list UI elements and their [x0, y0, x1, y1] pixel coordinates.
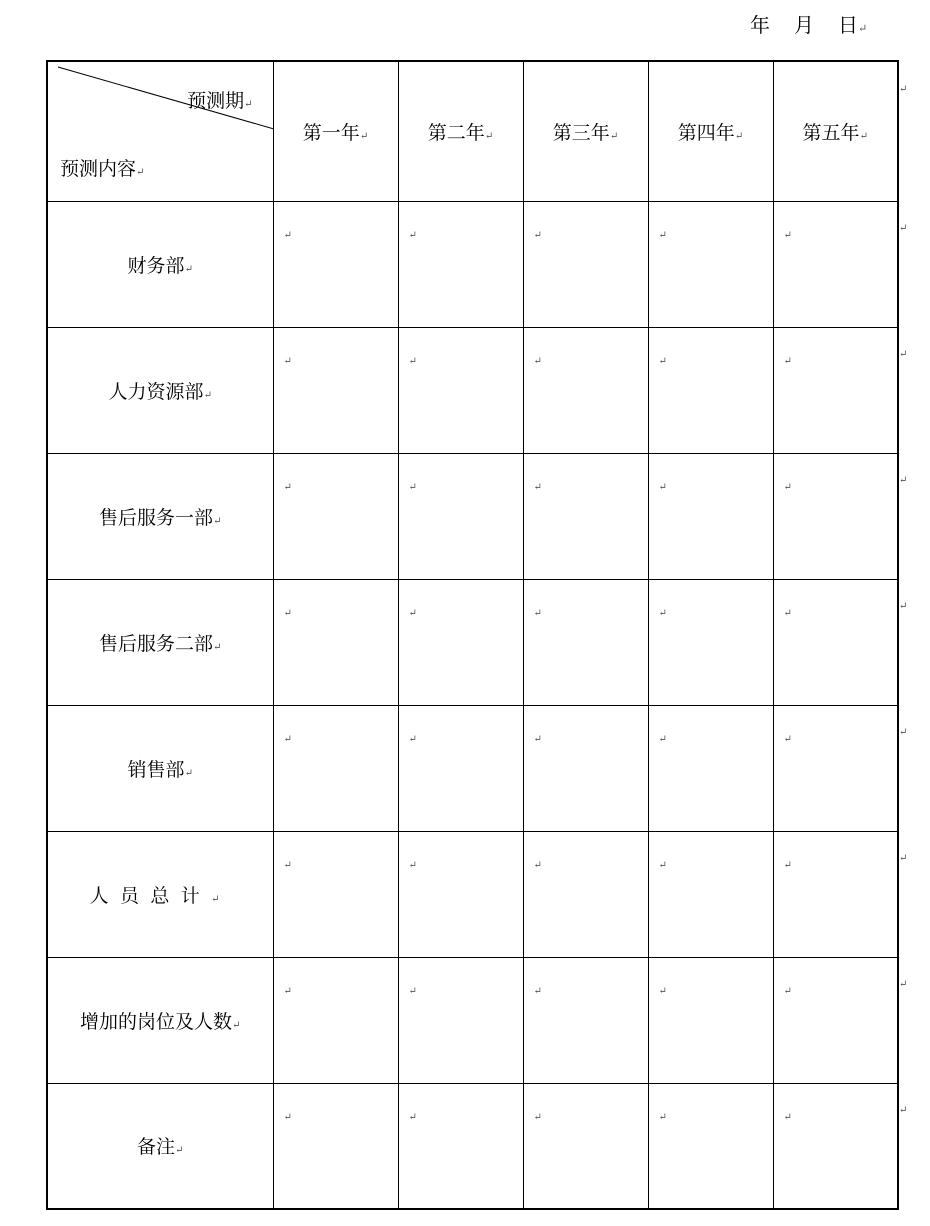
paragraph-mark-icon: ↵ [783, 481, 792, 493]
paragraph-mark-icon: ↵ [283, 985, 292, 997]
table-cell [273, 201, 398, 327]
table-cell [648, 705, 773, 831]
row-label: 备注 [137, 1136, 176, 1159]
paragraph-mark-icon: ↵ [283, 355, 292, 367]
table-row [47, 705, 898, 831]
row-label-cell [47, 957, 273, 1083]
table-row [47, 831, 898, 957]
paragraph-mark-icon: ↵ [213, 515, 222, 527]
paragraph-mark-icon: ↵ [283, 1111, 292, 1123]
date-day-label: 日 [838, 13, 858, 37]
table-cell [773, 705, 898, 831]
table-cell [398, 201, 523, 327]
paragraph-mark-icon: ↵ [175, 1145, 184, 1157]
table-cell [648, 327, 773, 453]
table-cell [648, 453, 773, 579]
paragraph-mark-icon: ↵ [658, 607, 667, 619]
row-end-mark-icon: ↵ [899, 601, 908, 612]
header-row [47, 61, 898, 201]
paragraph-mark-icon: ↵ [533, 859, 542, 871]
table-cell [523, 831, 648, 957]
paragraph-mark-icon: ↵ [408, 481, 417, 493]
table-cell [773, 1083, 898, 1209]
row-label-cell [47, 327, 273, 453]
table-cell [523, 957, 648, 1083]
table-cell [273, 453, 398, 579]
table-cell [398, 579, 523, 705]
paragraph-mark-icon: ↵ [408, 607, 417, 619]
paragraph-mark-icon: ↵ [734, 130, 744, 142]
paragraph-mark-icon: ↵ [533, 985, 542, 997]
paragraph-mark-icon: ↵ [484, 130, 494, 142]
paragraph-mark-icon: ↵ [184, 263, 193, 275]
table-cell [398, 327, 523, 453]
paragraph-mark-icon: ↵ [658, 859, 667, 871]
date-line [750, 12, 867, 42]
paragraph-mark-icon: ↵ [213, 641, 222, 653]
paragraph-mark-icon: ↵ [533, 607, 542, 619]
paragraph-mark-icon: ↵ [408, 985, 417, 997]
paragraph-mark-icon: ↵ [283, 481, 292, 493]
paragraph-mark-icon: ↵ [658, 229, 667, 241]
row-label: 售后服务二部 [99, 632, 214, 655]
diagonal-divider-line [48, 62, 274, 202]
row-end-mark-icon: ↵ [899, 223, 908, 234]
table-cell [273, 327, 398, 453]
row-label-cell [47, 831, 273, 957]
table-cell [648, 579, 773, 705]
year-header-5: 第五年↵ [773, 61, 898, 201]
paragraph-mark-icon: ↵ [184, 767, 193, 779]
table-cell [773, 831, 898, 957]
row-label: 售后服务一部 [99, 506, 214, 529]
table-row [47, 453, 898, 579]
table-cell [398, 1083, 523, 1209]
table-cell [398, 957, 523, 1083]
table-cell [773, 327, 898, 453]
paragraph-mark-icon: ↵ [408, 859, 417, 871]
paragraph-mark-icon: ↵ [533, 229, 542, 241]
forecast-table [46, 60, 899, 1210]
row-end-mark-icon: ↵ [899, 84, 908, 95]
paragraph-mark-icon: ↵ [283, 229, 292, 241]
row-label-cell [47, 453, 273, 579]
paragraph-mark-icon: ↵ [859, 130, 868, 142]
table-cell [398, 453, 523, 579]
date-month-label: 月 [794, 13, 814, 37]
paragraph-mark-icon: ↵ [408, 355, 417, 367]
table-row [47, 327, 898, 453]
forecast-period-label: 预测期↵ [187, 90, 253, 112]
table-cell [773, 957, 898, 1083]
year-header-4: 第四年↵ [648, 61, 773, 201]
table-cell [523, 579, 648, 705]
table-cell [773, 453, 898, 579]
paragraph-mark-icon: ↵ [244, 99, 253, 110]
table-cell [523, 453, 648, 579]
row-end-mark-icon: ↵ [899, 853, 908, 864]
corner-header-cell [47, 61, 273, 201]
table-row [47, 201, 898, 327]
paragraph-mark-icon: ↵ [203, 389, 212, 401]
row-label: 人力资源部 [108, 380, 204, 403]
paragraph-mark-icon: ↵ [658, 985, 667, 997]
table-row [47, 957, 898, 1083]
table-cell [273, 957, 398, 1083]
table-row [47, 579, 898, 705]
paragraph-mark-icon: ↵ [408, 229, 417, 241]
table-cell [273, 831, 398, 957]
table-cell [523, 327, 648, 453]
table-row [47, 1083, 898, 1209]
paragraph-mark-icon: ↵ [359, 130, 369, 142]
paragraph-mark-icon: ↵ [136, 167, 145, 178]
paragraph-mark-icon: ↵ [283, 607, 292, 619]
year-header-2: 第二年↵ [398, 61, 523, 201]
table-cell [398, 705, 523, 831]
year-header-3: 第三年↵ [523, 61, 648, 201]
table-cell [273, 1083, 398, 1209]
date-year-label: 年 [750, 13, 770, 37]
year-header-1: 第一年↵ [273, 61, 398, 201]
paragraph-mark-icon: ↵ [533, 733, 542, 745]
paragraph-mark-icon: ↵ [658, 481, 667, 493]
row-label: 财务部 [127, 254, 185, 277]
paragraph-mark-icon: ↵ [658, 733, 667, 745]
row-label-cell [47, 705, 273, 831]
paragraph-mark-icon: ↵ [408, 733, 417, 745]
paragraph-mark-icon: ↵ [858, 22, 868, 35]
table-cell [773, 579, 898, 705]
forecast-content-label: 预测内容↵ [60, 158, 145, 180]
paragraph-mark-icon: ↵ [658, 1111, 667, 1123]
paragraph-mark-icon: ↵ [783, 859, 792, 871]
paragraph-mark-icon: ↵ [658, 355, 667, 367]
table-cell [648, 201, 773, 327]
paragraph-mark-icon: ↵ [408, 1111, 417, 1123]
table-cell [523, 201, 648, 327]
row-label-cell [47, 579, 273, 705]
table-cell [648, 957, 773, 1083]
row-end-mark-icon: ↵ [899, 1105, 908, 1116]
table-cell [773, 201, 898, 327]
table-cell [273, 705, 398, 831]
table-cell [648, 831, 773, 957]
paragraph-mark-icon: ↵ [783, 229, 792, 241]
paragraph-mark-icon: ↵ [783, 355, 792, 367]
paragraph-mark-icon: ↵ [533, 1111, 542, 1123]
row-label: 销售部 [127, 758, 185, 781]
paragraph-mark-icon: ↵ [533, 355, 542, 367]
row-label: 人员总计 [89, 884, 212, 907]
row-label: 增加的岗位及人数 [80, 1010, 233, 1033]
paragraph-mark-icon: ↵ [283, 859, 292, 871]
row-end-mark-icon: ↵ [899, 727, 908, 738]
paragraph-mark-icon: ↵ [211, 893, 231, 905]
row-label-cell [47, 1083, 273, 1209]
paragraph-mark-icon: ↵ [232, 1019, 241, 1031]
row-end-mark-icon: ↵ [899, 349, 908, 360]
table-cell [398, 831, 523, 957]
table-cell [523, 705, 648, 831]
paragraph-mark-icon: ↵ [783, 607, 792, 619]
row-label-cell [47, 201, 273, 327]
row-end-mark-icon: ↵ [899, 475, 908, 486]
table-cell [523, 1083, 648, 1209]
table-cell [648, 1083, 773, 1209]
paragraph-mark-icon: ↵ [609, 130, 619, 142]
paragraph-mark-icon: ↵ [783, 985, 792, 997]
paragraph-mark-icon: ↵ [783, 733, 792, 745]
paragraph-mark-icon: ↵ [533, 481, 542, 493]
row-end-mark-icon: ↵ [899, 979, 908, 990]
paragraph-mark-icon: ↵ [783, 1111, 792, 1123]
table-cell [273, 579, 398, 705]
paragraph-mark-icon: ↵ [283, 733, 292, 745]
